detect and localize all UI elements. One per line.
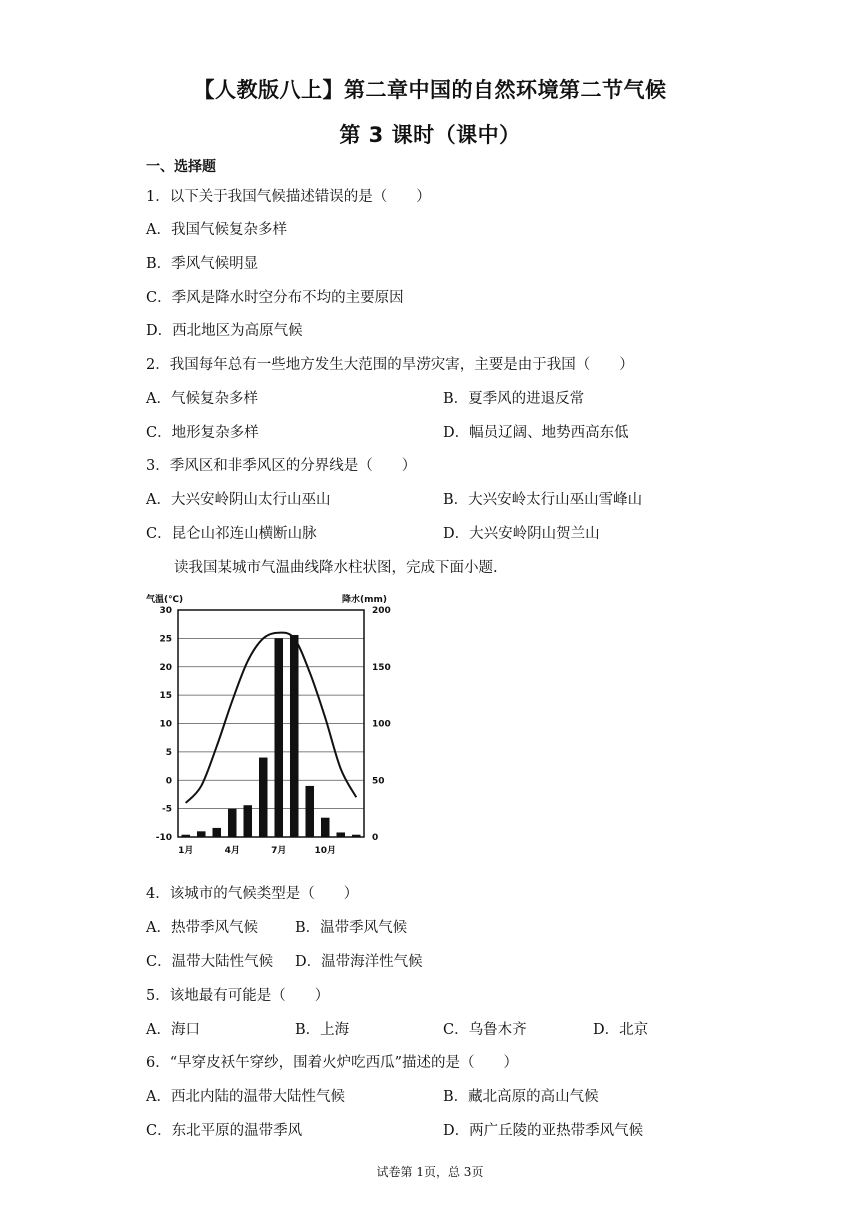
temperature-tick-label: 10 [159,719,172,730]
precipitation-bar [197,831,206,837]
q4-option-d: D．温带海洋性气候 [295,954,423,970]
q3-option-c: C．昆仑山祁连山横断山脉 [146,526,317,542]
q6-option-a: A．西北内陆的温带大陆性气候 [146,1089,345,1105]
q2-option-b: B．夏季风的进退反常 [443,391,585,407]
precipitation-ticks [372,606,391,843]
q2-stem: 2．我国每年总有一些地方发生大范围的旱涝灾害，主要是由于我国（ ） [146,357,634,373]
month-tick-label: 10月 [314,846,337,856]
q6-option-c: C．东北平原的温带季风 [146,1123,303,1139]
climate-chart [142,590,412,865]
q3-option-d: D．大兴安岭阴山贺兰山 [443,526,600,542]
temperature-tick-label: 0 [165,776,172,787]
q3-option-a: A．大兴安岭阴山太行山巫山 [146,492,331,508]
temperature-axis-label: 气温(℃) [146,595,184,605]
month-tick-label: 7月 [271,846,287,856]
q2-option-a: A．气候复杂多样 [146,391,258,407]
precipitation-bar [321,818,330,837]
q3-option-b: B．大兴安岭太行山巫山雪峰山 [443,492,643,508]
precipitation-tick-label: 50 [372,776,385,787]
temperature-tick-label: 20 [159,662,172,673]
q4-option-c: C．温带大陆性气候 [146,954,274,970]
temperature-tick-label: -10 [155,833,172,843]
temperature-tick-label: 15 [159,691,172,702]
q3-stem: 3．季风区和非季风区的分界线是（ ） [146,458,417,474]
chart-intro: 读我国某城市气温曲线降水柱状图，完成下面小题. [174,560,498,576]
temperature-tick-label: 25 [159,634,172,645]
section-heading: 一、选择题 [146,159,216,175]
q4-stem: 4．该城市的气候类型是（ ） [146,886,359,902]
q2-option-c: C．地形复杂多样 [146,425,259,441]
temperature-tick-label: -5 [162,804,172,815]
month-tick-label: 1月 [178,846,194,856]
precipitation-tick-label: 150 [372,662,391,673]
q1-stem: 1．以下关于我国气候描述错误的是（ ） [146,189,431,205]
precipitation-tick-label: 0 [372,833,379,843]
page-subtitle: 第 3 课时（课中） [339,123,521,147]
q1-option-d: D．西北地区为高原气候 [146,323,303,339]
precipitation-bar [212,828,221,837]
chart-grid [178,638,364,808]
q5-option-d: D．北京 [593,1022,649,1038]
precipitation-bar [290,635,299,837]
page-title: 【人教版八上】第二章中国的自然环境第二节气候 [193,78,667,102]
q5-stem: 5．该地最有可能是（ ） [146,988,330,1004]
q6-stem: 6．“早穿皮袄午穿纱，围着火炉吃西瓜”描述的是（ ） [146,1055,519,1071]
page-footer: 试卷第 1页，总 3页 [376,1165,484,1179]
q5-option-a: A．海口 [146,1022,200,1038]
temperature-tick-label: 5 [165,747,172,758]
month-tick-label: 4月 [224,846,240,856]
q6-option-d: D．两广丘陵的亚热带季风气候 [443,1123,644,1139]
precipitation-bar [305,786,314,837]
precipitation-bar [243,805,252,837]
precipitation-tick-label: 100 [372,719,391,730]
q5-option-c: C．乌鲁木齐 [443,1022,527,1038]
q4-option-a: A．热带季风气候 [146,920,258,936]
q2-option-d: D．幅员辽阔、地势西高东低 [443,425,629,441]
q6-option-b: B．藏北高原的高山气候 [443,1089,599,1105]
q5-option-b: B．上海 [295,1022,350,1038]
month-ticks [178,845,336,856]
precipitation-bar [259,758,268,837]
precipitation-bars [181,635,360,837]
q1-option-c: C．季风是降水时空分布不均的主要原因 [146,290,404,306]
precipitation-tick-label: 200 [372,606,391,616]
temperature-curve [186,633,357,803]
temperature-ticks [156,606,172,843]
precipitation-bar [274,638,283,837]
q1-option-b: B．季风气候明显 [146,256,259,272]
precipitation-axis-label: 降水(mm) [342,595,387,605]
precipitation-bar [228,809,237,837]
q1-option-a: A．我国气候复杂多样 [146,222,287,238]
q4-option-b: B．温带季风气候 [295,920,408,936]
temperature-tick-label: 30 [159,606,172,616]
